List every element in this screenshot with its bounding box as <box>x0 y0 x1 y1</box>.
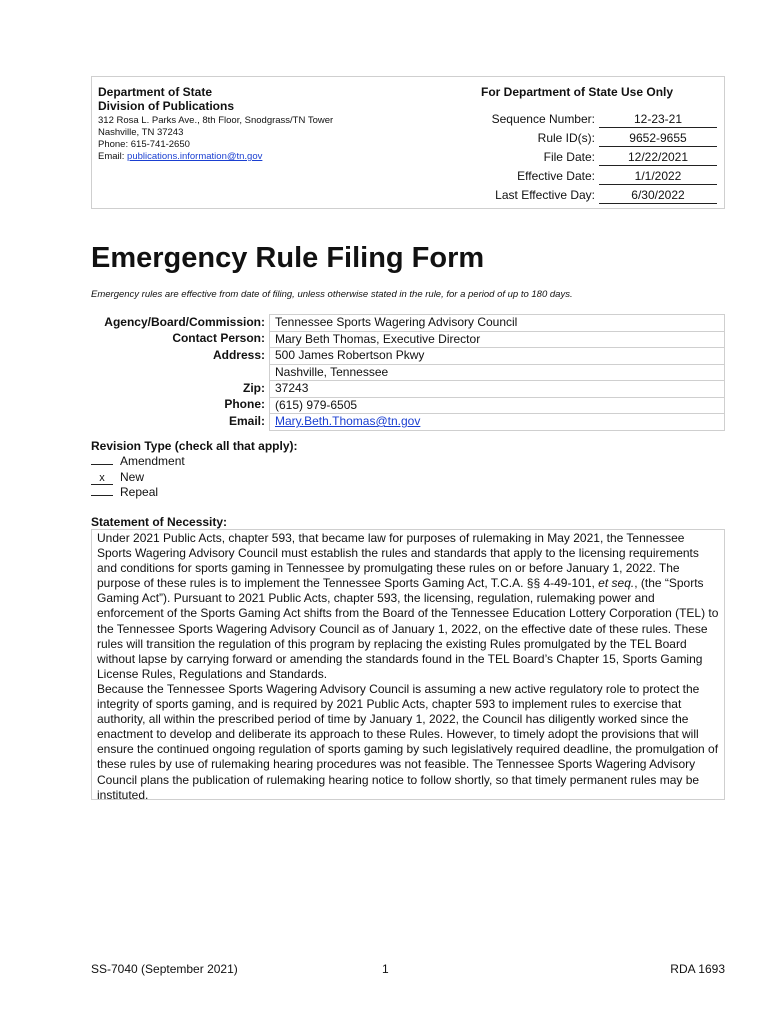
revision-type-section <box>91 438 298 501</box>
revision-option-amendment <box>91 454 298 470</box>
phone-value: (615) 979-6505 <box>270 397 725 414</box>
rule-ids-value: 9652-9655 <box>599 131 717 147</box>
effective-date-label: Effective Date: <box>517 169 595 183</box>
division-name: Division of Publications <box>98 99 235 113</box>
last-effective-day-value: 6/30/2022 <box>599 188 717 204</box>
last-effective-day-label: Last Effective Day: <box>495 188 595 202</box>
sequence-number-row <box>382 110 718 128</box>
contact-value: Mary Beth Thomas, Executive Director <box>270 331 725 348</box>
new-checkbox[interactable]: x <box>91 472 113 485</box>
new-label: New <box>120 469 145 484</box>
page-title: Emergency Rule Filing Form <box>91 242 485 274</box>
address-line1-value: 500 James Robertson Pkwy <box>270 348 725 365</box>
necessity-title: Statement of Necessity: <box>91 515 228 529</box>
last-effective-day-row <box>382 186 718 204</box>
effective-date-row <box>382 167 718 185</box>
sequence-number-label: Sequence Number: <box>491 112 595 126</box>
department-info-box <box>91 76 725 209</box>
effective-date-value: 1/1/2022 <box>599 169 717 185</box>
amendment-label: Amendment <box>120 454 185 468</box>
agency-value: Tennessee Sports Wagering Advisory Council <box>270 315 725 332</box>
revision-option-repeal <box>91 485 298 501</box>
necessity-p1-text-b: , (the “Sports Gaming Act”). Pursuant to 2021 Public Acts, chapter 593, the licensing, regulation, rulemaking power and enforcement of the Sports Gaming Act shifts from the Board of the Tennessee Education Lottery Corporation (TEL) to the Tennessee Sports Wagering Advisory Council as of January 1, 2022, on the effective date of these rules. These rules will transition the regulation of this program by replacing the existing Rules promulgated by the TEL Board without lapse by carrying forward or amending the standards found in the TEL Board’s Chapter 15, Sports Gaming License Rules, Regulations and Standards. <box>97 576 719 681</box>
agency-row <box>91 315 725 332</box>
repeal-checkbox[interactable] <box>91 495 113 496</box>
rule-ids-label: Rule ID(s): <box>537 131 595 145</box>
department-address-line1: 312 Rosa L. Parks Ave., 8th Floor, Snodgrass/TN Tower <box>98 115 334 126</box>
necessity-statement-box <box>91 529 725 800</box>
zip-label: Zip: <box>91 381 270 398</box>
page-subtitle: Emergency rules are effective from date of filing, unless otherwise stated in the rule, for a period of up to 180 days. <box>91 289 573 300</box>
revision-option-new <box>91 470 298 486</box>
email-cell <box>270 414 725 431</box>
necessity-paragraph-2: Because the Tennessee Sports Wagering Advisory Council is assuming a new active regulatory role to protect the integrity of sports gaming, and is required by 2021 Public Acts, chapter 593 to implement rules to exercise that authority, all within the prescribed period of time by January 1, 2022, the Council has diligently worked since the enactment to develop and deliberate its approach to these Rules. However, to timely adopt the provisions that will ensure the continued ongoing regulation of sports gaming by such legislatively required deadline, the promulgation of these rules by use of rulemaking hearing procedures was not feasible. The Tennessee Sports Wagering Advisory Council plans the publication of rulemaking hearing notice to follow shortly, so that timely permanent rules may be instituted. <box>97 681 719 802</box>
address-row-2 <box>91 364 725 381</box>
footer-rda: RDA 1693 <box>670 962 725 976</box>
phone-row <box>91 397 725 414</box>
necessity-paragraph-1 <box>97 531 719 682</box>
department-name: Department of State <box>98 85 213 99</box>
revision-type-title: Revision Type (check all that apply): <box>91 439 298 453</box>
address-label: Address: <box>91 348 270 365</box>
file-date-value: 12/22/2021 <box>599 150 717 166</box>
agency-info-table <box>91 314 725 431</box>
address-line2-value: Nashville, Tennessee <box>270 364 725 381</box>
email-label: Email: <box>91 414 270 431</box>
footer-form-id: SS-7040 (September 2021) <box>91 962 238 976</box>
file-date-label: File Date: <box>543 150 595 164</box>
file-date-row <box>382 148 718 166</box>
zip-value: 37243 <box>270 381 725 398</box>
address-label-blank <box>91 364 270 381</box>
contact-email-link[interactable]: Mary.Beth.Thomas@tn.gov <box>275 414 421 428</box>
amendment-checkbox[interactable] <box>91 464 113 465</box>
department-email-line <box>98 151 333 163</box>
repeal-label: Repeal <box>120 485 159 499</box>
department-address-line2: Nashville, TN 37243 <box>98 127 184 138</box>
rule-ids-row <box>382 129 718 147</box>
phone-label: Phone: <box>91 397 270 414</box>
department-email-link[interactable]: publications.information@tn.gov <box>127 151 263 162</box>
department-contact-block <box>98 85 333 163</box>
email-row <box>91 414 725 431</box>
footer-page-number: 1 <box>382 962 389 976</box>
necessity-p1-text-a: Under 2021 Public Acts, chapter 593, that became law for purposes of rulemaking in May 2021, the Tennessee Sports Wagering Advisory Council must establish the rules and standards that apply to the licensing requirements and conditions for sports gaming in Tennessee by promulgating these rules on or before January 1, 2022. The purpose of these rules is to implement the Tennessee Sports Gaming Act, T.C.A. §§ 4-49-101, <box>97 531 699 591</box>
necessity-p1-italic: et seq. <box>598 576 635 591</box>
agency-label: Agency/Board/Commission: <box>91 315 270 332</box>
address-row <box>91 348 725 365</box>
contact-label: Contact Person: <box>91 331 270 348</box>
sequence-number-value: 12-23-21 <box>599 112 717 128</box>
zip-row <box>91 381 725 398</box>
state-use-only-title: For Department of State Use Only <box>481 85 674 99</box>
contact-row <box>91 331 725 348</box>
department-email-label: Email: <box>98 151 128 162</box>
department-phone: Phone: 615-741-2650 <box>98 139 190 150</box>
